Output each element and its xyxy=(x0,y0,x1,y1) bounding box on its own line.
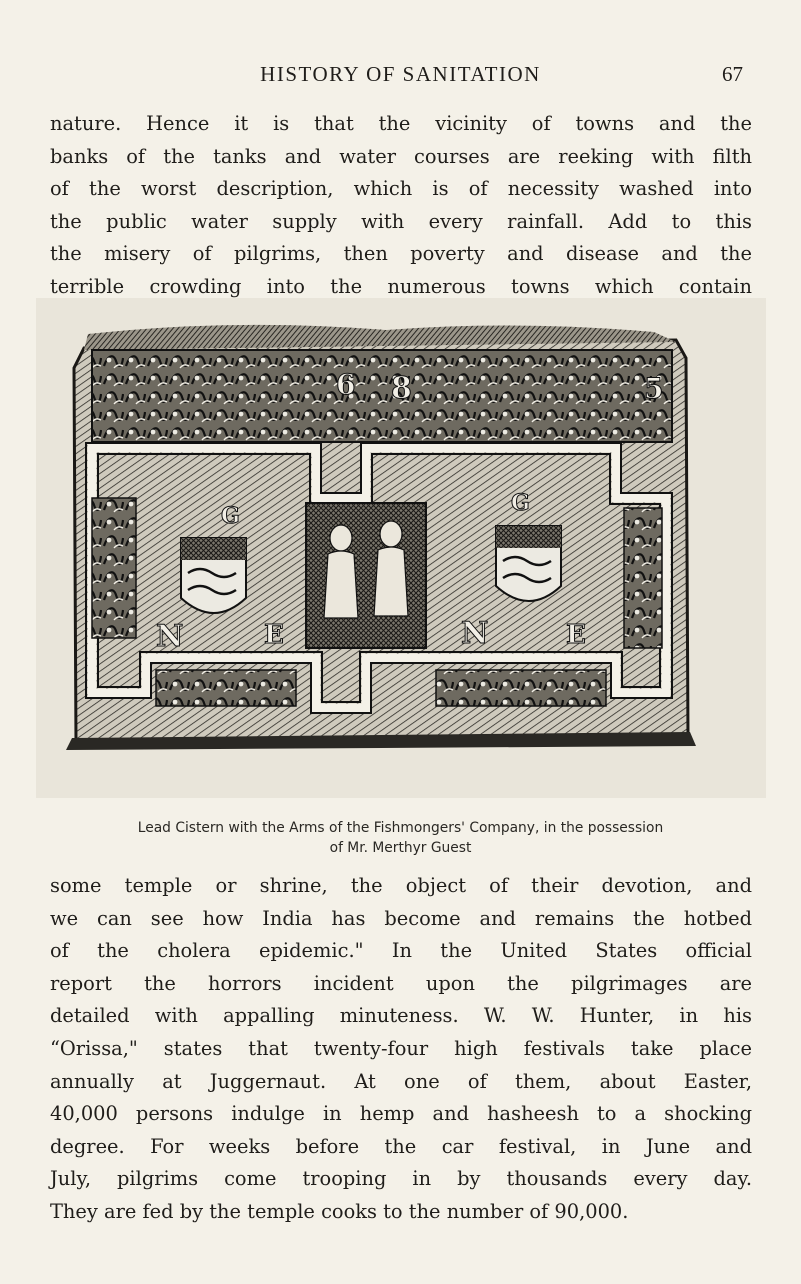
text-line: terrible crowding into the numerous towns which contain xyxy=(50,274,752,298)
text-line: July, pilgrims come trooping in by thousands every day. xyxy=(50,1167,752,1191)
text-line: They are fed by the temple cooks to the number of 90,000. xyxy=(50,1199,629,1223)
body-paragraph-top xyxy=(50,108,752,304)
text-line: annually at Juggernaut. At one of them, about Easter, xyxy=(50,1069,752,1093)
cistern-illustration xyxy=(36,298,766,798)
caption-line: Lead Cistern with the Arms of the Fishmongers' Company, in the possession xyxy=(137,820,664,836)
text-line: detailed with appalling minuteness. W. W. Hunter, in his xyxy=(50,1004,752,1028)
panel-letter: E xyxy=(264,620,284,650)
page-number: 67 xyxy=(722,62,743,86)
text-line: we can see how India has become and remains the hotbed xyxy=(50,906,752,930)
text-line: “Orissa," states that twenty-four high festivals take place xyxy=(50,1036,752,1060)
panel-letter: G xyxy=(221,503,240,529)
panel-letter: N xyxy=(461,616,489,651)
text-line: the misery of pilgrims, then poverty and disease and the xyxy=(50,242,752,266)
text-line: 40,000 persons indulge in hemp and hasheesh to a shocking xyxy=(50,1102,752,1126)
text-line: report the horrors incident upon the pilgrimages are xyxy=(50,971,752,995)
coat-of-arms-right xyxy=(496,526,561,601)
text-line: the public water supply with every rainfall. Add to this xyxy=(50,209,752,233)
text-line: banks of the tanks and water courses are reeking with filth xyxy=(50,144,752,168)
coat-of-arms-left xyxy=(181,538,246,613)
caption-line: of Mr. Merthyr Guest xyxy=(329,840,472,856)
text-line: some temple or shrine, the object of their devotion, and xyxy=(50,874,752,897)
frieze-numeral: 5 xyxy=(644,372,664,405)
running-header xyxy=(0,62,801,90)
frieze-numeral: 8 xyxy=(391,371,412,406)
panel-letter: G xyxy=(511,490,530,516)
panel-letter: N xyxy=(156,619,184,654)
body-paragraph-bottom xyxy=(50,870,752,1229)
text-line: of the cholera epidemic." In the United States official xyxy=(50,939,752,963)
text-line: degree. For weeks before the car festival, in June and xyxy=(50,1134,752,1158)
frieze-numeral: 6 xyxy=(336,368,356,401)
panel-letter: E xyxy=(566,620,586,650)
text-line: of the worst description, which is of necessity washed into xyxy=(50,177,752,201)
text-line: nature. Hence it is that the vicinity of towns and the xyxy=(50,112,752,135)
figure-caption xyxy=(40,818,761,858)
running-title: HISTORY OF SANITATION xyxy=(260,62,541,86)
